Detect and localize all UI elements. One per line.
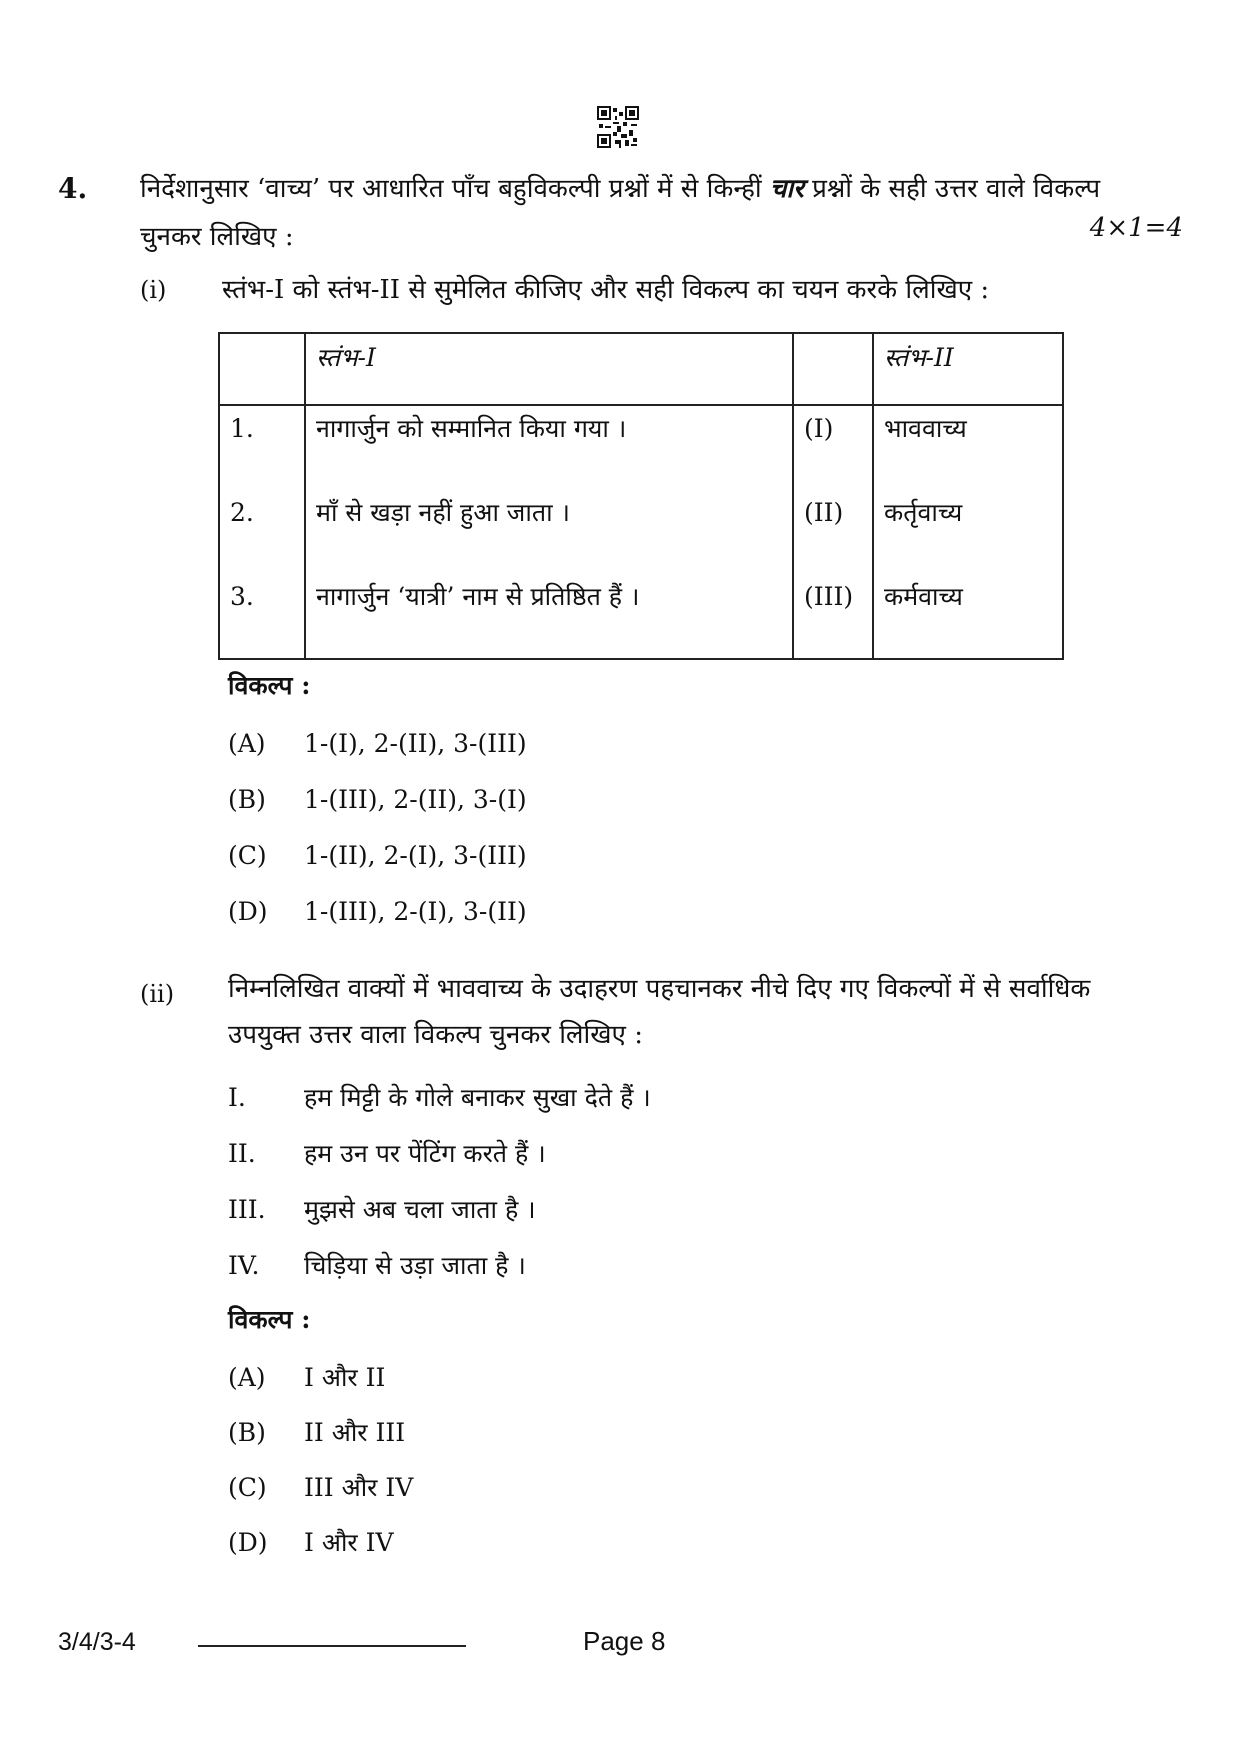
- table-cell: कर्तृवाच्य: [884, 498, 963, 527]
- matching-table: [218, 332, 1064, 660]
- part-number: (ii): [140, 980, 175, 1008]
- option-text: 1-(III), 2-(I), 3-(II): [304, 897, 527, 926]
- sentence-text: चिड़िया से उड़ा जाता है ।: [304, 1251, 526, 1280]
- table-cell: (III): [804, 582, 854, 611]
- question-text-emphasis: चार: [769, 174, 804, 204]
- qr-code-icon: [597, 106, 639, 148]
- option-label: (A): [228, 1363, 266, 1392]
- table-column-voices: [873, 405, 1063, 659]
- sentence-label: I.: [228, 1083, 246, 1112]
- sentence-label: IV.: [228, 1251, 260, 1280]
- option-label: (B): [228, 1418, 266, 1447]
- table-cell: माँ से खड़ा नहीं हुआ जाता ।: [316, 498, 570, 527]
- sentence-item: [228, 1134, 546, 1174]
- option-label: (D): [228, 1528, 268, 1557]
- table-column-numbers: [219, 405, 305, 659]
- option-d: [228, 892, 527, 932]
- option-a: [228, 1358, 385, 1398]
- option-b: [228, 1413, 405, 1453]
- option-text: 1-(I), 2-(II), 3-(III): [304, 729, 527, 758]
- option-b: [228, 780, 527, 820]
- footer-divider: [198, 1645, 466, 1647]
- sentence-item: [228, 1246, 526, 1286]
- sentence-item: [228, 1078, 651, 1118]
- option-text: I और II: [304, 1363, 386, 1392]
- part-instruction: स्तंभ-I को स्तंभ-II से सुमेलित कीजिए और सही विकल्प का चयन करके लिखिए :: [222, 275, 990, 305]
- table-cell: नागार्जुन ‘यात्री’ नाम से प्रतिष्ठित हैं ।: [316, 582, 640, 611]
- option-label: (C): [228, 1473, 267, 1502]
- option-text: 1-(III), 2-(II), 3-(I): [304, 785, 527, 814]
- option-label: (D): [228, 897, 268, 926]
- table-cell: भाववाच्य: [884, 414, 967, 443]
- paper-code: 3/4/3-4: [58, 1628, 136, 1656]
- options-heading: विकल्प :: [228, 671, 311, 700]
- table-cell: (I): [804, 414, 834, 443]
- option-text: II और III: [304, 1418, 406, 1447]
- option-c: [228, 836, 527, 876]
- sentence-text: मुझसे अब चला जाता है ।: [304, 1195, 536, 1224]
- sentence-text: हम मिट्टी के गोले बनाकर सुखा देते हैं ।: [304, 1083, 651, 1112]
- table-header-empty: [793, 333, 873, 405]
- question-text-part: प्रश्नों के सही उत्तर वाले विकल्प चुनकर लिखिए :: [140, 174, 1101, 252]
- question-marks: 4×1=4: [1089, 213, 1183, 243]
- table-column-sentences: [305, 405, 793, 659]
- page-number: Page 8: [583, 1626, 666, 1656]
- option-label: (B): [228, 785, 266, 814]
- table-cell: 1.: [230, 414, 254, 443]
- option-text: III और IV: [304, 1473, 414, 1502]
- option-label: (C): [228, 841, 267, 870]
- table-column-roman: [793, 405, 873, 659]
- table-cell: नागार्जुन को सम्मानित किया गया ।: [316, 414, 627, 443]
- table-header-column1: स्तंभ-I: [305, 333, 793, 405]
- options-heading: विकल्प :: [228, 1305, 311, 1334]
- sentence-text: हम उन पर पेंटिंग करते हैं ।: [304, 1139, 546, 1168]
- table-cell: कर्मवाच्य: [884, 582, 963, 611]
- table-cell: 2.: [230, 498, 254, 527]
- table-header-column2: स्तंभ-II: [873, 333, 1063, 405]
- table-cell: (II): [804, 498, 844, 527]
- sentence-label: III.: [228, 1195, 266, 1224]
- table-cell: 3.: [230, 582, 254, 611]
- option-label: (A): [228, 729, 266, 758]
- option-a: [228, 724, 527, 764]
- option-d: [228, 1523, 394, 1563]
- option-text: I और IV: [304, 1528, 394, 1557]
- table-header-empty: [219, 333, 305, 405]
- part-instruction: निम्नलिखित वाक्यों में भाववाच्य के उदाहरण पहचानकर नीचे दिए गए विकल्पों में से सर्वाधिक उपयुक्त उत्तर वाला विकल्प चुनकर लिखिए :: [228, 974, 1091, 1050]
- sentence-label: II.: [228, 1139, 256, 1168]
- question-number: 4.: [58, 172, 88, 205]
- part-number: (i): [140, 276, 167, 304]
- question-text-part: निर्देशानुसार ‘वाच्य’ पर आधारित पाँच बहुविकल्पी प्रश्नों में से किन्हीं: [140, 174, 770, 204]
- option-text: 1-(II), 2-(I), 3-(III): [304, 841, 527, 870]
- option-c: [228, 1468, 413, 1508]
- question-text: [140, 165, 1120, 261]
- sentence-item: [228, 1190, 536, 1230]
